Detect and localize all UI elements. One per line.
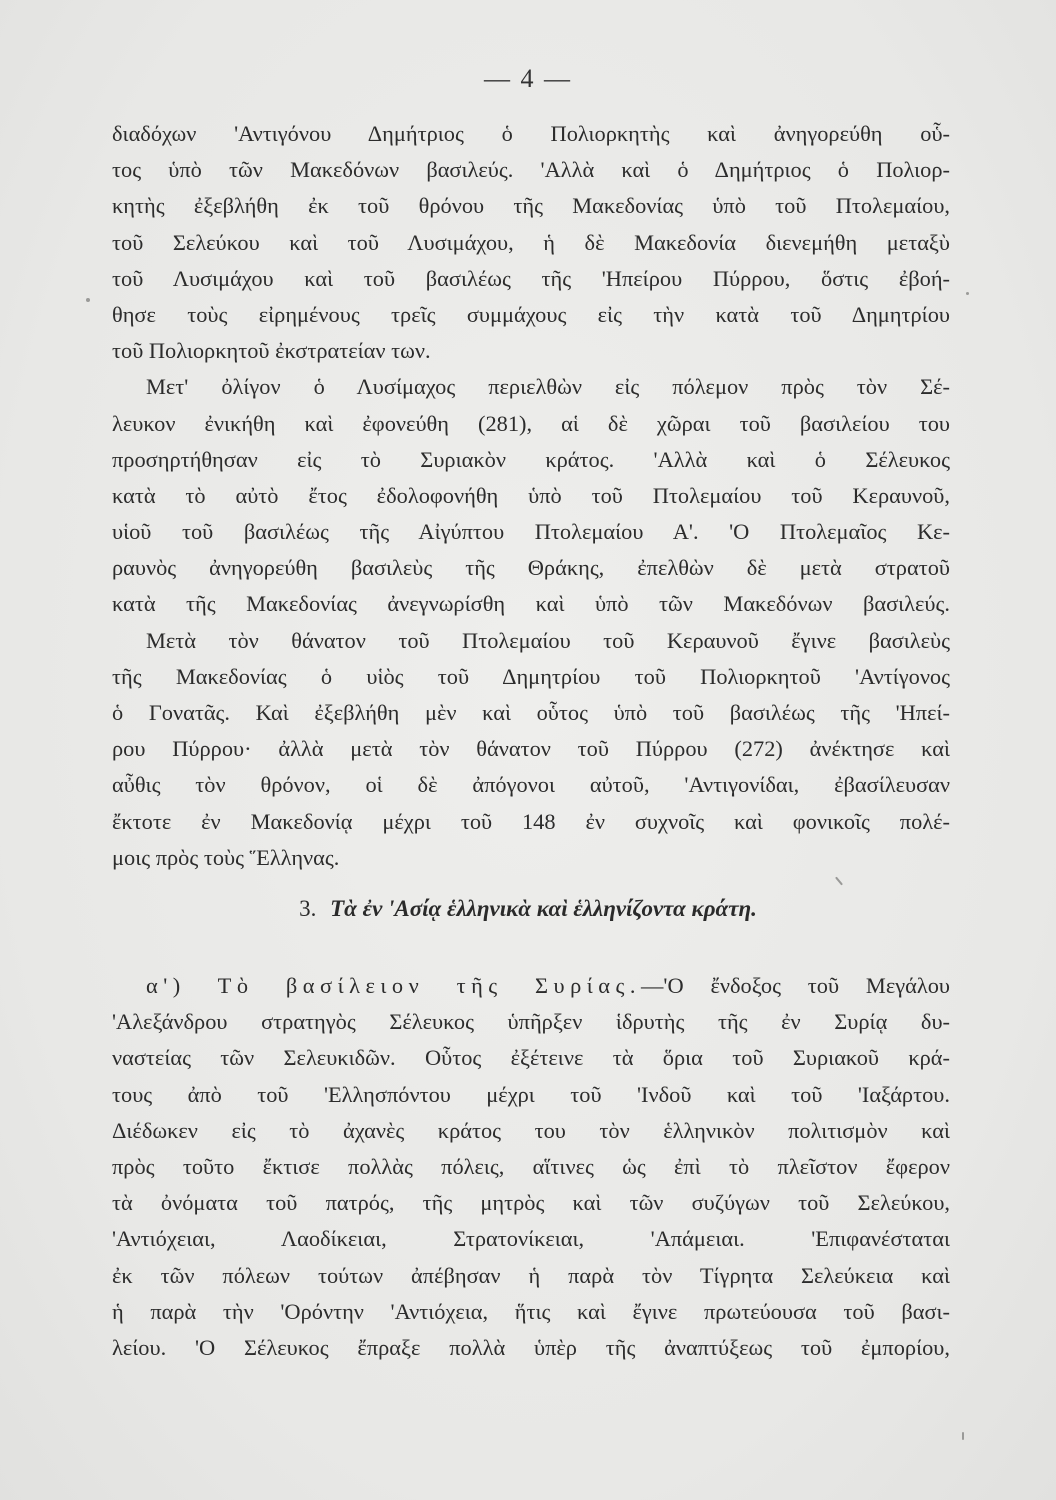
- paragraph-start-line: Μετ' ὀλίγον ὁ Λυσίμαχος περιελθὼν εἰς πόλεμον πρὸς τὸν Σέ-: [146, 374, 950, 400]
- text-line: τὰ ὀνόματα τοῦ πατρός, τῆς μητρὸς καὶ τῶν συζύγων τοῦ Σελεύκου,: [112, 1190, 950, 1216]
- text-line: ρου Πύρρου· ἀλλὰ μετὰ τὸν θάνατον τοῦ Πύρρου (272) ἀνέκτησε καὶ: [112, 736, 950, 762]
- text-line: πρὸς τοῦτο ἔκτισε πολλὰς πόλεις, αἵτινες ὡς ἐπὶ τὸ πλεῖστον ἔφερον: [112, 1153, 950, 1179]
- text-line: κατὰ τῆς Μακεδονίας ἀνεγνωρίσθη καὶ ὑπὸ τῶν Μακεδόνων βασιλεύς.: [112, 591, 950, 617]
- text-line: ἐκ τῶν πόλεων τούτων ἀπέβησαν ἡ παρὰ τὸν Τίγρητα Σελεύκεια καὶ: [112, 1262, 950, 1288]
- section-heading: [0, 896, 1056, 922]
- paragraph-start-line: Μετὰ τὸν θάνατον τοῦ Πτολεμαίου τοῦ Κεραυνοῦ ἔγινε βασιλεὺς: [146, 627, 950, 653]
- text-line: Διέδωκεν εἰς τὸ ἀχανὲς κράτος του τὸν ἑλληνικὸν πολιτισμὸν καὶ: [112, 1117, 950, 1143]
- text-line: κητὴς ἐξεβλήθη ἐκ τοῦ θρόνου τῆς Μακεδονίας ὑπὸ τοῦ Πτολεμαίου,: [112, 193, 950, 219]
- text-line: 'Αντιόχειαι, Λαοδίκειαι, Στρατονίκειαι, 'Απάμειαι. 'Επιφανέσταται: [112, 1226, 950, 1252]
- text-line: λείου. 'Ο Σέλευκος ἔπραξε πολλὰ ὑπὲρ τῆς ἀναπτύξεως τοῦ ἐμπορίου,: [112, 1334, 950, 1360]
- subsection-first-line: [112, 968, 950, 1004]
- text-line: τους ἀπὸ τοῦ 'Ελλησπόντου μέχρι τοῦ 'Ινδοῦ καὶ τοῦ 'Ιαξάρτου.: [112, 1081, 950, 1107]
- scan-speck: [966, 292, 969, 295]
- subsection-heading: α') Τὸ βασίλειον τῆς Συρίας.: [146, 973, 642, 998]
- body-text-block-1: [112, 116, 950, 876]
- body-text-block-2: [112, 968, 950, 1366]
- text-line: τοῦ Πολιορκητοῦ ἐκστρατείαν των.: [112, 338, 431, 364]
- text-line: διαδόχων 'Αντιγόνου Δημήτριος ὁ Πολιορκητὴς καὶ ἀνηγορεύθη οὗ-: [112, 121, 950, 146]
- text-line: τῆς Μακεδονίας ὁ υἱὸς τοῦ Δημητρίου τοῦ Πολιορκητοῦ 'Αντίγονος: [112, 663, 950, 689]
- scan-speck: [86, 298, 90, 302]
- text-line: μοις πρὸς τοὺς Ἕλληνας.: [112, 844, 340, 870]
- text-line: θησε τοὺς εἰρημένους τρεῖς συμμάχους εἰς τὴν κατὰ τοῦ Δημητρίου: [112, 301, 950, 327]
- text-line: αὖθις τὸν θρόνον, οἱ δὲ ἀπόγονοι αὐτοῦ, 'Αντιγονίδαι, ἐβασίλευσαν: [112, 772, 950, 798]
- text-fragment: —'Ο ἔνδοξος τοῦ Μεγάλου: [641, 973, 950, 998]
- text-line: ναστείας τῶν Σελευκιδῶν. Οὗτος ἐξέτεινε τὰ ὅρια τοῦ Συριακοῦ κρά-: [112, 1045, 950, 1071]
- section-title: Τὰ ἐν 'Ασίᾳ ἑλληνικὰ καὶ ἑλληνίζοντα κράτη.: [330, 896, 757, 921]
- text-line: κατὰ τὸ αὐτὸ ἔτος ἐδολοφονήθη ὑπὸ τοῦ Πτολεμαίου τοῦ Κεραυνοῦ,: [112, 482, 950, 508]
- text-line: λευκον ἐνικήθη καὶ ἐφονεύθη (281), αἱ δὲ χῶραι τοῦ βασιλείου του: [112, 410, 950, 436]
- text-line: τος ὑπὸ τῶν Μακεδόνων βασιλεύς. 'Αλλὰ καὶ ὁ Δημήτριος ὁ Πολιορ-: [112, 157, 950, 183]
- text-line: τοῦ Σελεύκου καὶ τοῦ Λυσιμάχου, ἡ δὲ Μακεδονία διενεμήθη μεταξὺ: [112, 229, 950, 255]
- text-line: υἱοῦ τοῦ βασιλέως τῆς Αἰγύπτου Πτολεμαίου Α'. 'Ο Πτολεμαῖος Κε-: [112, 519, 950, 545]
- section-number: 3.: [299, 896, 317, 921]
- scan-speck: [962, 1432, 964, 1440]
- text-line: ἡ παρὰ τὴν 'Ορόντην 'Αντιόχεια, ἥτις καὶ ἔγινε πρωτεύουσα τοῦ βασι-: [112, 1298, 950, 1324]
- page-number: — 4 —: [484, 64, 572, 93]
- text-line: προσηρτήθησαν εἰς τὸ Συριακὸν κράτος. 'Αλλὰ καὶ ὁ Σέλευκος: [112, 446, 950, 472]
- text-line: ὁ Γονατᾶς. Καὶ ἐξεβλήθη μὲν καὶ οὗτος ὑπὸ τοῦ βασιλέως τῆς 'Ηπεί-: [112, 700, 950, 725]
- text-line: ραυνὸς ἀνηγορεύθη βασιλεὺς τῆς Θράκης, ἐπελθὼν δὲ μετὰ στρατοῦ: [112, 555, 950, 581]
- text-line: ἔκτοτε ἐν Μακεδονίᾳ μέχρι τοῦ 148 ἐν συχνοῖς καὶ φονικοῖς πολέ-: [112, 808, 950, 834]
- text-line: 'Αλεξάνδρου στρατηγὸς Σέλευκος ὑπῆρξεν ἱδρυτὴς τῆς ἐν Συρίᾳ δυ-: [112, 1009, 950, 1035]
- scan-speck: [835, 877, 843, 886]
- text-line: τοῦ Λυσιμάχου καὶ τοῦ βασιλέως τῆς 'Ηπείρου Πύρρου, ὅστις ἐβοή-: [112, 265, 950, 291]
